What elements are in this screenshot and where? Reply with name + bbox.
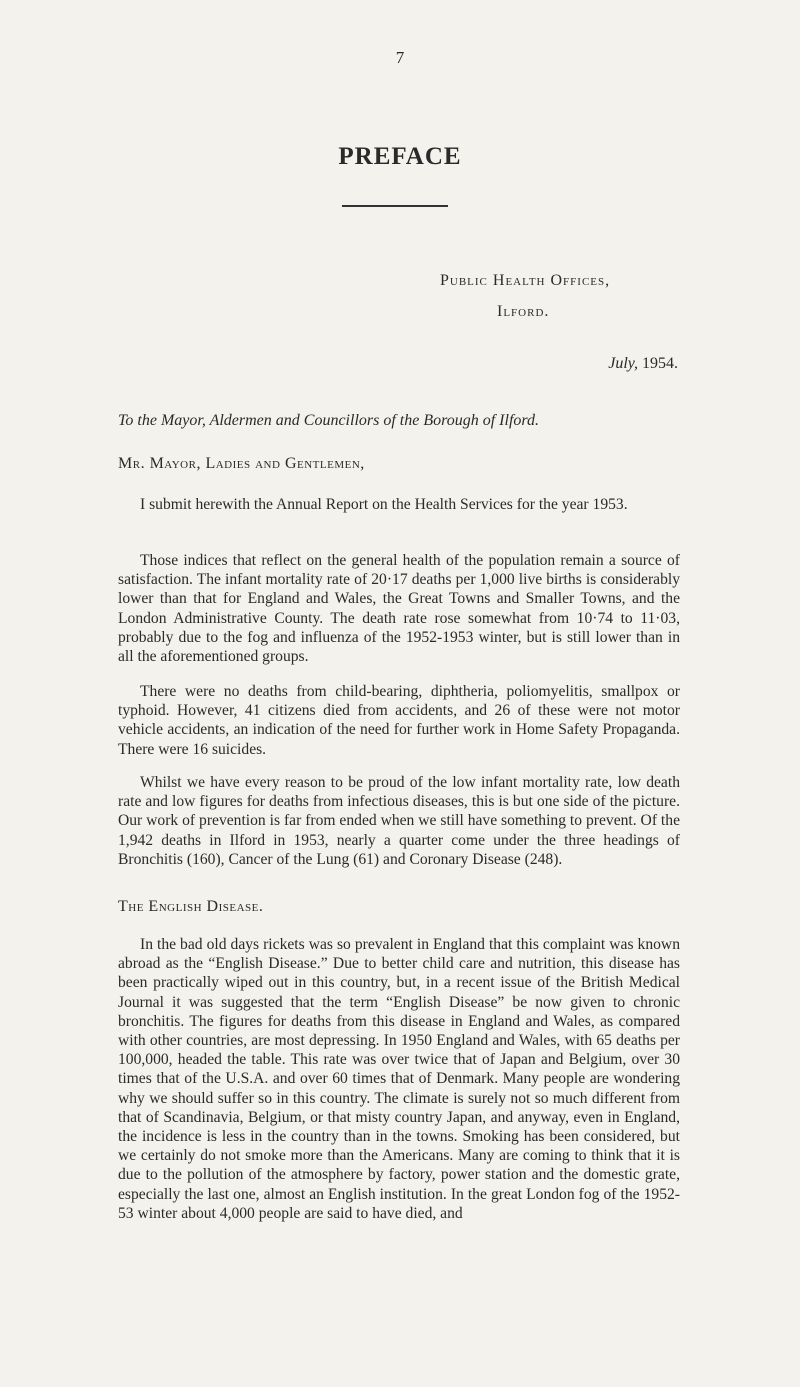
address-line-2: Ilford. [497,303,550,320]
paragraph-4: Whilst we have every reason to be proud of the low infant mortality rate, low death rate and low figures for deaths from infectious diseases, this is but one side of the picture. Our work of prevention is far from ended when we still have something to prevent. Of the 1,942 deaths in Ilford in 1953, nearly a quarter come under the three headings of Bronchitis (160), Cancer of the Lung (61) and Coronary Disease (248). [118,774,680,868]
letter-date [608,355,678,373]
page-number: 7 [395,48,405,67]
section-heading: The English Disease. [118,898,264,915]
salutation: Mr. Mayor, Ladies and Gentlemen, [118,455,365,472]
date-year: 1954. [642,355,678,372]
addressee: To the Mayor, Aldermen and Councillors of the Borough of Ilford. [118,412,540,429]
title-divider [342,205,448,207]
paragraph-2: Those indices that reflect on the general health of the population remain a source of satisfaction. The infant mortality rate of 20·17 deaths per 1,000 live births is considerably lower than that for England and Wales, the Great Towns and Smaller Towns, and the London Administrative County. The death rate rose somewhat from 10·74 to 11·03, probably due to the fog and influenza of the 1952-1953 winter, but is still lower than in all the aforementioned groups. [118,552,680,666]
paragraph-3: There were no deaths from child-bearing, diphtheria, poliomyelitis, smallpox or typhoid. However, 41 citizens died from accidents, and 26 of these were not motor vehicle accidents, an indication of the need for further work in Home Safety Propaganda. There were 16 suicides. [118,683,680,758]
page-title: PREFACE [338,143,462,170]
date-month: July, [608,355,638,372]
address-line-1: Public Health Offices, [440,272,611,289]
section-paragraph: In the bad old days rickets was so prevalent in England that this complaint was known abroad as the “English Disease.” Due to better child care and nutrition, this disease has been practically wiped out in this country, but, in a recent issue of the British Medical Journal it was suggested that the term “English Disease” be now given to chronic bronchitis. The figures for deaths from this disease in England and Wales, as compared with other countries, are most depressing. In 1950 England and Wales, with 65 deaths per 100,000, headed the table. This rate was over twice that of Japan and Belgium, over 30 times that of the U.S.A. and over 60 times that of Denmark. Many people are wondering why we should suffer so in this country. The climate is surely not so much different from that of Scandinavia, Belgium, or that misty country Japan, and anyway, even in England, the incidence is less in the country than in the towns. Smoking has been considered, but we certainly do not smoke more than the Americans. Many are coming to think that it is due to the pollution of the atmosphere by factory, power station and the domestic grate, especially the last one, almost an English institution. In the great London fog of the 1952-53 winter about 4,000 people are said to have died, and [118,936,680,1222]
paragraph-1: I submit herewith the Annual Report on the Health Services for the year 1953. [140,496,628,513]
